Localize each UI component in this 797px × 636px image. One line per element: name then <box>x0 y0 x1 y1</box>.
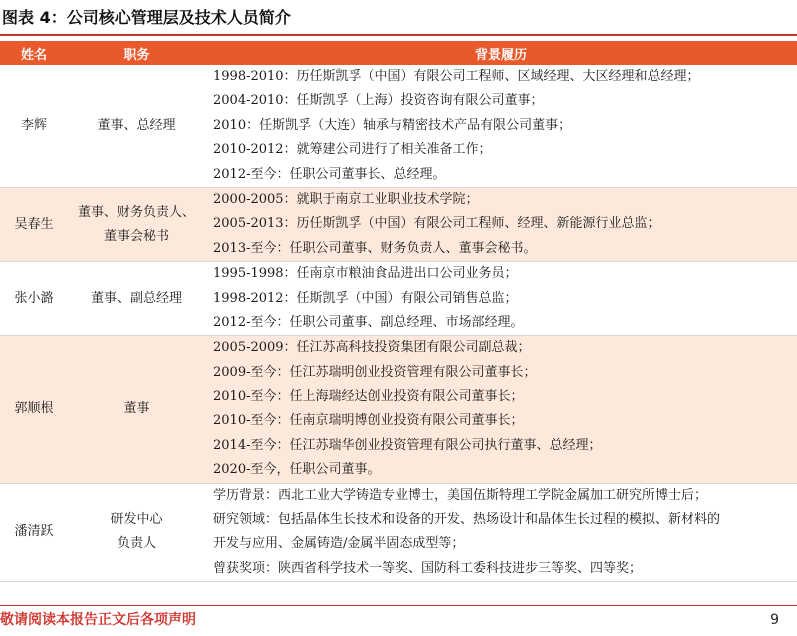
footer-disclaimer: 敬请阅读本报告正文后各项声明 <box>0 612 196 628</box>
background-line: 2005-2009：任江苏高科技投资集团有限公司副总裁； <box>213 340 531 356</box>
person-background <box>205 187 797 261</box>
background-line: 1998-2012：任斯凯孚（中国）有限公司销售总监； <box>213 290 518 306</box>
background-line: 2010-2012：就筹建公司进行了相关准备工作； <box>213 142 492 158</box>
background-line: 研究领域：包括晶体生长技术和设备的开发、热场设计和晶体生长过程的模拟、新材料的 <box>213 512 721 528</box>
background-line: 2004-2010：任斯凯孚（上海）投资咨询有限公司董事； <box>213 93 544 109</box>
page-number: 9 <box>770 612 779 628</box>
background-line: 2010：任斯凯孚（大连）轴承与精密技术产品有限公司董事； <box>213 117 572 133</box>
header-role: 职务 <box>68 41 205 65</box>
background-line: 2014-至今：任江苏瑞华创业投资管理有限公司执行董事、总经理； <box>213 437 602 453</box>
person-name: 潘清跃 <box>0 483 68 582</box>
background-line: 2005-2013：历任斯凯孚（中国）有限公司工程师、经理、新能源行业总监； <box>213 216 661 232</box>
background-line: 2009-至今：任江苏瑞明创业投资管理有限公司董事长； <box>213 364 537 380</box>
person-name: 吴春生 <box>0 187 68 261</box>
role-line: 董事 <box>123 401 150 417</box>
background-line: 学历背景：西北工业大学铸造专业博士，美国伍斯特理工学院金属加工研究所博士后； <box>213 487 708 503</box>
table-row <box>0 187 797 261</box>
role-line: 董事、财务负责人、 <box>77 204 195 220</box>
role-line: 负责人 <box>116 536 156 552</box>
person-background <box>205 483 797 582</box>
background-line: 2010-至今：任上海瑞经达创业投资有限公司董事长； <box>213 389 524 405</box>
table-row <box>0 65 797 187</box>
person-name: 郭顺根 <box>0 336 68 483</box>
person-role <box>68 483 205 582</box>
page-title: 图表 4：公司核心管理层及技术人员简介 <box>2 8 291 27</box>
background-line: 1998-2010：历任斯凯孚（中国）有限公司工程师、区域经理、大区经理和总经理； <box>213 69 700 84</box>
person-name: 张小潞 <box>0 262 68 336</box>
background-line: 2000-2005：就职于南京工业职业技术学院； <box>213 191 479 207</box>
background-line: 2013-至今：任职公司董事、财务负责人、董事会秘书。 <box>213 240 537 256</box>
role-line: 董事、副总经理 <box>90 290 182 306</box>
header-name: 姓名 <box>0 41 68 65</box>
background-line: 开发与应用、金属铸造/金属半固态成型等； <box>213 536 465 552</box>
table-row <box>0 336 797 483</box>
background-line: 2020-至今，任职公司董事。 <box>213 462 381 478</box>
person-background <box>205 65 797 187</box>
background-line: 2012-至今：任职公司董事长、总经理。 <box>213 166 446 182</box>
background-line: 曾获奖项：陕西省科学技术一等奖、国防科工委科技进步三等奖、四等奖； <box>213 560 643 576</box>
role-line: 研发中心 <box>110 512 163 528</box>
person-role <box>68 65 205 187</box>
person-role <box>68 336 205 483</box>
background-line: 2010-至今：任南京瑞明博创业投资有限公司董事长； <box>213 413 524 429</box>
person-background <box>205 336 797 483</box>
management-table <box>0 41 797 582</box>
title-divider <box>0 34 797 36</box>
background-line: 1995-1998：任南京市粮油食品进出口公司业务员； <box>213 266 518 282</box>
person-role <box>68 262 205 336</box>
table-row <box>0 262 797 336</box>
header-background: 背景履历 <box>205 41 797 65</box>
person-name: 李辉 <box>0 65 68 187</box>
footer-divider <box>0 605 797 606</box>
role-line: 董事、总经理 <box>97 117 176 133</box>
table-header-row <box>0 41 797 65</box>
role-line: 董事会秘书 <box>103 228 169 244</box>
person-background <box>205 262 797 336</box>
background-line: 2012-至今：任职公司董事、副总经理、市场部经理。 <box>213 314 524 330</box>
table-row <box>0 483 797 582</box>
person-role <box>68 187 205 261</box>
